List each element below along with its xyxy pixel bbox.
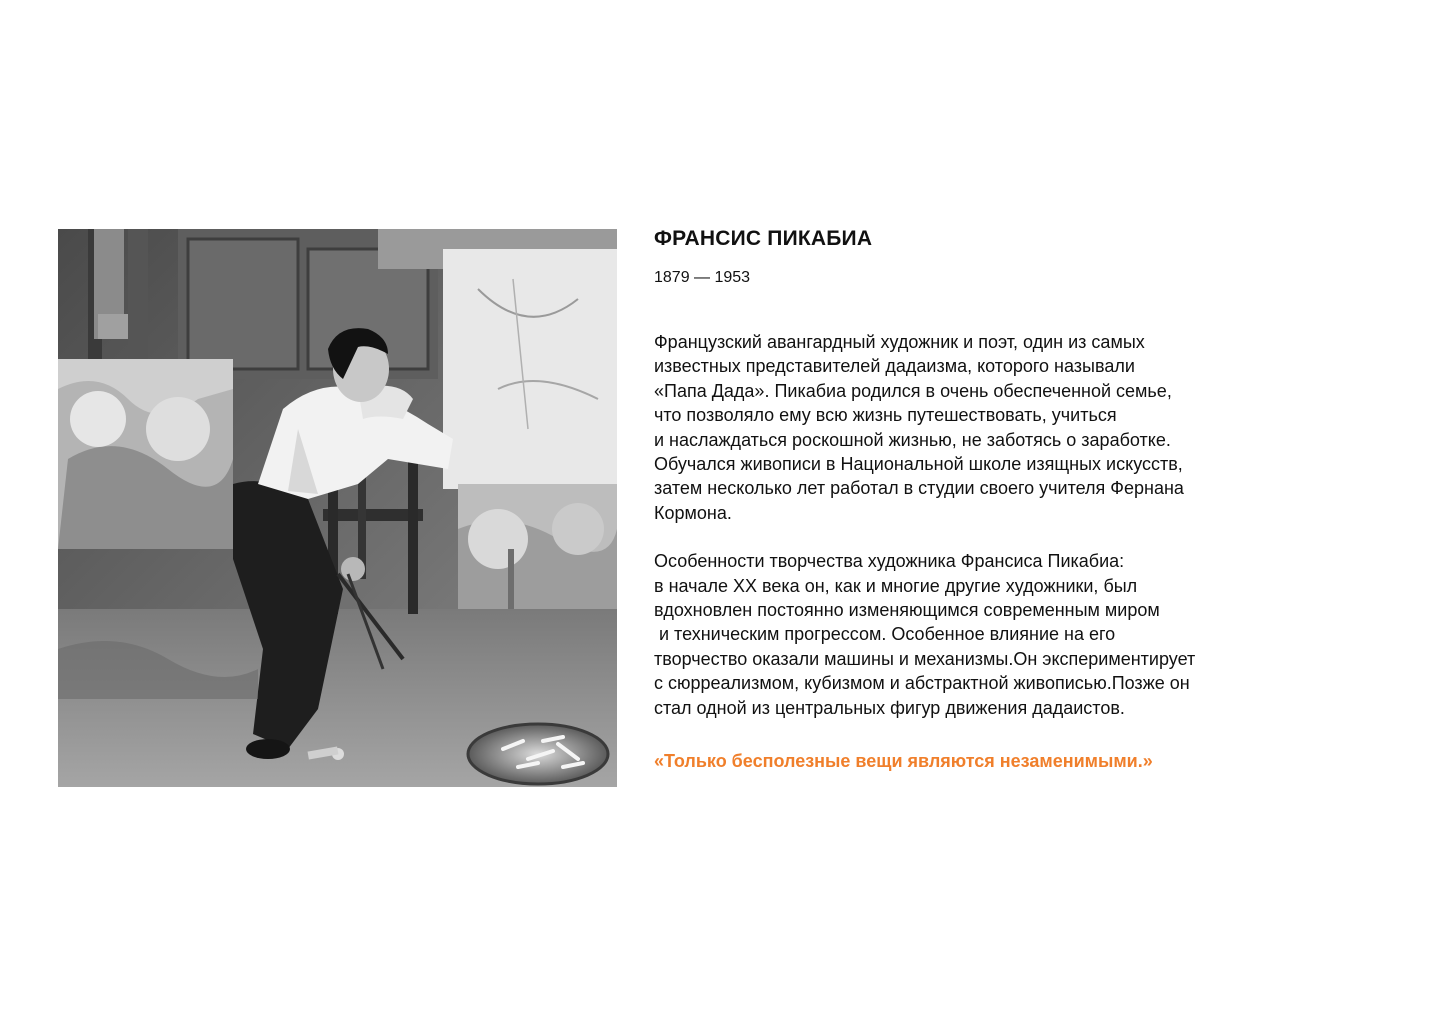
biography-paragraph xyxy=(654,330,1334,525)
bio-line: Французский авангардный художник и поэт, один из самых xyxy=(654,332,1145,352)
features-line: с сюрреализмом, кубизмом и абстрактной живописью.Позже он xyxy=(654,673,1190,694)
bio-line: Кормона. xyxy=(654,502,732,523)
bio-line: затем несколько лет работал в студии своего учителя Фернана xyxy=(654,478,1184,499)
artist-info xyxy=(654,226,1334,773)
bio-line: что позволяло ему всю жизнь путешествовать, учиться xyxy=(654,405,1117,426)
artist-photo-illustration xyxy=(58,229,617,787)
features-line: Особенности творчества художника Франсиса Пикабиа: xyxy=(654,551,1125,572)
bio-line: и наслаждаться роскошной жизнью, не заботясь о заработке. xyxy=(654,429,1171,450)
bio-line: известных представителей дадаизма, которого называли xyxy=(654,356,1135,377)
artist-years: 1879 — 1953 xyxy=(654,269,751,286)
features-paragraph xyxy=(654,549,1334,720)
artist-name: ФРАНСИС ПИКАБИА xyxy=(654,227,873,250)
bio-line: Обучался живописи в Национальной школе изящных искусств, xyxy=(654,454,1183,475)
features-line: и техническим прогрессом. Особенное влияние на его xyxy=(654,624,1116,645)
features-line: вдохновлен постоянно изменяющимся современным миром xyxy=(654,600,1160,621)
features-line: в начале XX века он, как и многие другие художники, был xyxy=(654,575,1138,596)
features-line: творчество оказали машины и механизмы.Он экспериментирует xyxy=(654,648,1196,669)
artist-quote: «Только бесполезные вещи являются незаменимыми.» xyxy=(654,751,1153,772)
artist-photo xyxy=(58,229,617,787)
features-line: стал одной из центральных фигур движения дадаистов. xyxy=(654,697,1125,718)
bio-line: «Папа Дада». Пикабиа родился в очень обеспеченной семье, xyxy=(654,380,1172,401)
